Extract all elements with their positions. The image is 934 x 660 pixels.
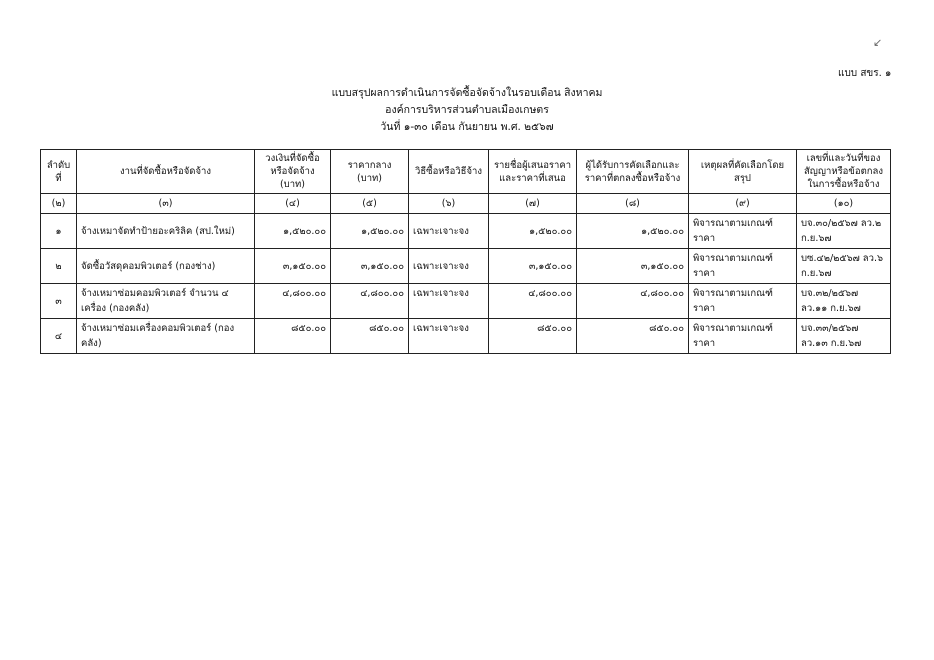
corner-pen-mark: ↙	[873, 36, 883, 49]
row-method: เฉพาะเจาะจง	[409, 214, 489, 249]
row-mid-price: ๘๕๐.๐๐	[331, 319, 409, 354]
row-method: เฉพาะเจาะจง	[409, 319, 489, 354]
index-cell: (๙)	[689, 194, 797, 214]
table-row	[41, 284, 891, 319]
organization-name: องค์การบริหารส่วนตำบลเมืองเกษตร	[385, 104, 549, 116]
header-winner: ผู้ได้รับการคัดเลือกและราคาที่ตกลงซื้อหรือจ้าง	[577, 150, 689, 194]
table-header-row	[41, 150, 891, 194]
table-row	[41, 319, 891, 354]
row-item: จ้างเหมาจัดทำป้ายอะคริลิค (สป.ใหม่)	[77, 214, 255, 249]
index-cell: (๒)	[41, 194, 77, 214]
row-reason: พิจารณาตามเกณฑ์ราคา	[689, 249, 797, 284]
row-no: ๑	[41, 214, 77, 249]
row-item: จ้างเหมาซ่อมเครื่องคอมพิวเตอร์ (กองคลัง)	[77, 319, 255, 354]
header-mid-price: ราคากลาง (บาท)	[331, 150, 409, 194]
header-contract: เลขที่และวันที่ของสัญญาหรือข้อตกลงในการซื้อหรือจ้าง	[797, 150, 891, 194]
index-cell: (๘)	[577, 194, 689, 214]
index-cell: (๔)	[255, 194, 331, 214]
header-budget: วงเงินที่จัดซื้อหรือจัดจ้าง (บาท)	[255, 150, 331, 194]
header-no: ลำดับที่	[41, 150, 77, 194]
row-method: เฉพาะเจาะจง	[409, 249, 489, 284]
row-budget: ๘๕๐.๐๐	[255, 319, 331, 354]
index-cell: (๑๐)	[797, 194, 891, 214]
row-no: ๓	[41, 284, 77, 319]
row-reason: พิจารณาตามเกณฑ์ราคา	[689, 319, 797, 354]
row-reason: พิจารณาตามเกณฑ์ราคา	[689, 284, 797, 319]
table-row	[41, 214, 891, 249]
header-method: วิธีซื้อหรือวิธีจ้าง	[409, 150, 489, 194]
row-mid-price: ๓,๑๕๐.๐๐	[331, 249, 409, 284]
index-cell: (๓)	[77, 194, 255, 214]
column-index-row	[41, 194, 891, 214]
row-winner: ๔,๘๐๐.๐๐	[577, 284, 689, 319]
row-bidders: ๘๕๐.๐๐	[489, 319, 577, 354]
row-budget: ๑,๕๒๐.๐๐	[255, 214, 331, 249]
row-winner: ๘๕๐.๐๐	[577, 319, 689, 354]
row-item: จัดซื้อวัสดุคอมพิวเตอร์ (กองช่าง)	[77, 249, 255, 284]
row-winner: ๓,๑๕๐.๐๐	[577, 249, 689, 284]
procurement-summary-table	[40, 149, 891, 354]
index-cell: (๕)	[331, 194, 409, 214]
row-bidders: ๓,๑๕๐.๐๐	[489, 249, 577, 284]
table-row	[41, 249, 891, 284]
row-reason: พิจารณาตามเกณฑ์ราคา	[689, 214, 797, 249]
row-bidders: ๑,๕๒๐.๐๐	[489, 214, 577, 249]
document-title: แบบสรุปผลการดำเนินการจัดซื้อจัดจ้างในรอบเดือน สิงหาคม	[331, 87, 603, 99]
row-mid-price: ๔,๘๐๐.๐๐	[331, 284, 409, 319]
row-bidders: ๔,๘๐๐.๐๐	[489, 284, 577, 319]
row-no: ๒	[41, 249, 77, 284]
row-budget: ๔,๘๐๐.๐๐	[255, 284, 331, 319]
row-winner: ๑,๕๒๐.๐๐	[577, 214, 689, 249]
row-contract: บจ.๓๐/๒๕๖๗ ลว.๒ ก.ย.๖๗	[797, 214, 891, 249]
row-mid-price: ๑,๕๒๐.๐๐	[331, 214, 409, 249]
row-item: จ้างเหมาซ่อมคอมพิวเตอร์ จำนวน ๔ เครื่อง (กองคลัง)	[77, 284, 255, 319]
form-code: แบบ สขร. ๑	[838, 68, 892, 79]
index-cell: (๖)	[409, 194, 489, 214]
date-range: วันที่ ๑-๓๐ เดือน กันยายน พ.ศ. ๒๕๖๗	[380, 121, 554, 133]
header-item: งานที่จัดซื้อหรือจัดจ้าง	[77, 150, 255, 194]
header-bidders: รายชื่อผู้เสนอราคาและราคาที่เสนอ	[489, 150, 577, 194]
row-budget: ๓,๑๕๐.๐๐	[255, 249, 331, 284]
header-reason: เหตุผลที่คัดเลือกโดยสรุป	[689, 150, 797, 194]
row-method: เฉพาะเจาะจง	[409, 284, 489, 319]
row-contract: บซ.๔๒/๒๕๖๗ ลว.๖ ก.ย.๖๗	[797, 249, 891, 284]
index-cell: (๗)	[489, 194, 577, 214]
row-contract: บจ.๓๓/๒๕๖๗ ลว.๑๓ ก.ย.๖๗	[797, 319, 891, 354]
row-no: ๔	[41, 319, 77, 354]
row-contract: บจ.๓๒/๒๕๖๗ ลว.๑๑ ก.ย.๖๗	[797, 284, 891, 319]
